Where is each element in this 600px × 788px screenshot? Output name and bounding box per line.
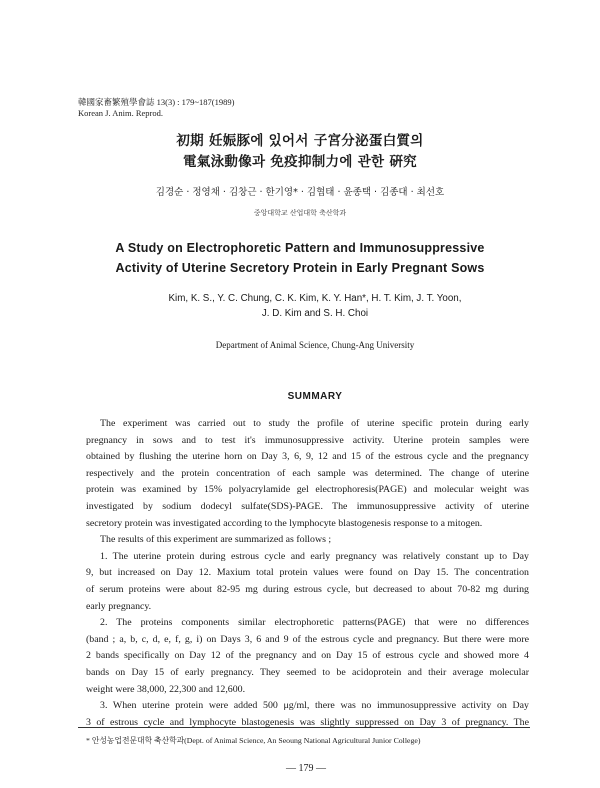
english-authors-line-1: Kim, K. S., Y. C. Chung, C. K. Kim, K. Y. Han*, H. T. Kim, J. T. Yoon, (168, 293, 462, 304)
journal-citation-en: Korean J. Anim. Reprod. (78, 108, 163, 118)
summary-heading: SUMMARY (287, 391, 343, 402)
body-line: weight were 38,000, 22,300 and 12,600. (86, 683, 246, 695)
page-number: — 179 — (286, 763, 326, 774)
english-authors-line-2: J. D. Kim and S. H. Choi (261, 308, 369, 319)
body-line: early pregnancy. (86, 600, 152, 612)
korean-affiliation: 중앙대학교 산업대학 축산학과 (253, 209, 347, 217)
body-line: investigated by sodium dodecyl sulfate(SDS)-PAGE. The immunosuppressive activity of uterine (86, 500, 529, 512)
body-line: The results of this experiment are summarized as follows ; (100, 534, 332, 546)
body-line: of serum proteins were about 82-95 mg during estrous cycle, but decreased to about 70-82 mg during (86, 583, 529, 595)
journal-citation (78, 97, 234, 119)
body-line: 3 of estrous cycle and lymphocyte blastogenesis was slightly suppressed on Day 3 of pregnancy. The (86, 716, 529, 728)
english-title-line-2: Activity of Uterine Secretory Protein in Early Pregnant Sows (115, 261, 485, 275)
body-line: 1. The uterine protein during estrous cycle and early pregnancy was relatively constant up to Day (100, 550, 529, 562)
summary-body (86, 416, 529, 731)
body-line: 2. The proteins components similar electrophoretic patterns(PAGE) that were no differences (100, 617, 529, 629)
body-line: (band ; a, b, c, d, e, f, g, i) on Days 3, 6 and 9 of the estrous cycle and pregnancy. But there were more (86, 633, 529, 645)
korean-title-line-1: 初期 妊娠豚에 있어서 子宮分泌蛋白質의 (176, 133, 424, 149)
english-title-line-1: A Study on Electrophoretic Pattern and Immunosuppressive (115, 241, 485, 255)
english-affiliation: Department of Animal Science, Chung-Ang University (215, 340, 415, 350)
footnote: * 안성농업전문대학 축산학과(Dept. of Animal Science, An Seoung National Agricultural Junior College) (86, 736, 421, 745)
body-line: 2 bands specifically on Day 12 of the pregnancy and on Day 15 of estrous cycle and showed more 4 (86, 650, 529, 662)
body-line: respectively and the protein concentration of each sample was determined. The change of uterine (86, 467, 529, 479)
body-line: 9, but increased on Day 12. Maxium total protein values were found on Day 15. The concentration (86, 567, 529, 579)
journal-citation-kr: 韓國家畜繁殖學會誌 13(3) : 179~187(1989) (78, 97, 235, 107)
body-line: pregnancy in sows and to test it's immunosuppressive activity. Uterine protein samples were (86, 434, 529, 446)
korean-authors: 김경순 · 정영채 · 김창근 · 한기영* · 김협태 · 윤종택 · 김종대 · 최선호 (155, 187, 445, 198)
body-line: The experiment was carried out to study the profile of uterine specific protein during early (100, 418, 529, 429)
footnote-divider (78, 727, 530, 728)
korean-title-line-2: 電氣泳動像과 免疫抑制力에 관한 硏究 (183, 154, 417, 170)
body-line: bands on Day 15 of early pregnancy. They seemed to be acidoprotein and their average molecular (86, 666, 529, 678)
body-line: secretory protein was investigated according to the lymphocyte blastogenesis response to a mitogen. (86, 517, 483, 529)
body-line: 3. When uterine protein were added 500 μg/ml, there was no immunosuppressive activity on Day (100, 700, 529, 712)
body-line: obtained by flushing the uterine horn on Day 3, 6, 9, 12 and 15 of the estrous cycle and the pregnancy (86, 451, 529, 463)
body-line: protein was examined by 15% polyacrylamide gel electrophoresis(PAGE) and molecular weight was (86, 484, 529, 496)
